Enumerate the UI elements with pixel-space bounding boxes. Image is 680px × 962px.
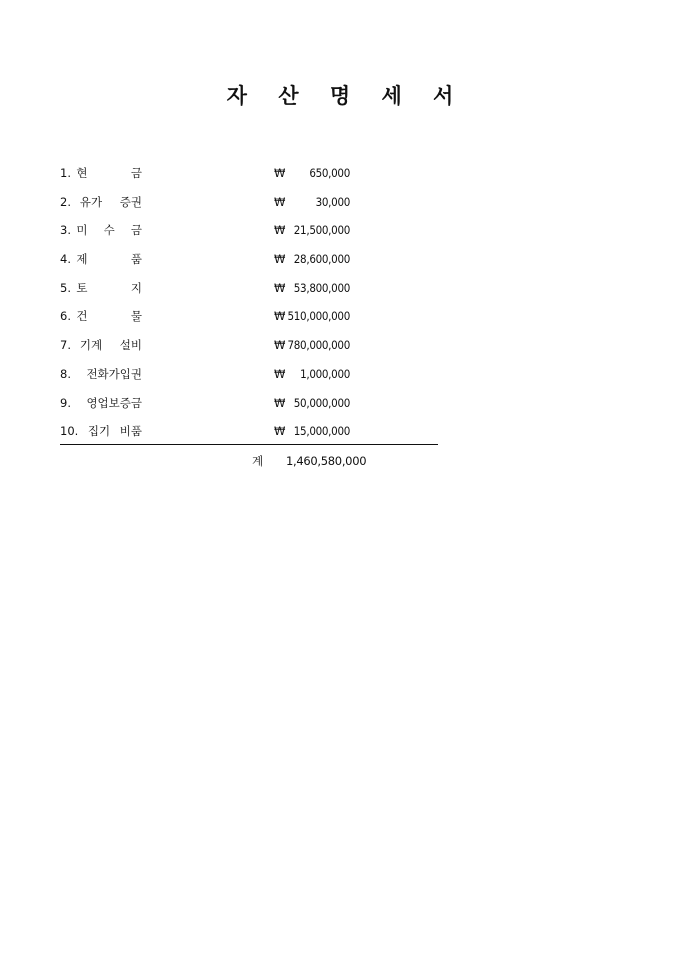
total-amount: 1,460,580,000 [286, 454, 367, 468]
item-label: 10. 집기 비품 [60, 424, 142, 439]
item-amount: 53,800,000 [293, 280, 350, 295]
item-amount: 21,500,000 [293, 223, 350, 238]
item-amount: 28,600,000 [293, 252, 350, 267]
currency-symbol: ₩ [274, 280, 286, 295]
item-label: 9. 영업보증금 [60, 395, 142, 410]
table-row [60, 335, 438, 364]
item-amount: 510,000,000 [287, 309, 350, 324]
item-amount: 15,000,000 [293, 424, 350, 439]
item-amount: 50,000,000 [293, 395, 350, 410]
page-title: 자 산 명 세 서 [226, 83, 466, 108]
item-label: 1. 현 금 [60, 166, 142, 180]
item-label: 5. 토 지 [60, 280, 142, 295]
currency-symbol: ₩ [274, 338, 286, 353]
currency-symbol: ₩ [274, 424, 286, 439]
item-label: 3. 미 수 금 [60, 223, 142, 238]
item-label: 4. 제 품 [60, 252, 142, 267]
total-label: 계 [252, 454, 264, 468]
total-divider [60, 444, 438, 445]
currency-symbol: ₩ [274, 252, 286, 267]
item-amount: 650,000 [309, 166, 350, 180]
item-label: 8. 전화가입권 [60, 366, 142, 381]
item-label: 6. 건 물 [60, 309, 142, 324]
currency-symbol: ₩ [274, 194, 286, 209]
table-row [60, 421, 438, 450]
item-label: 2. 유가 증권 [60, 194, 142, 209]
item-amount: 30,000 [315, 194, 350, 209]
item-amount: 780,000,000 [287, 338, 350, 353]
asset-table [60, 163, 438, 450]
table-row [60, 278, 438, 307]
table-row [60, 192, 438, 221]
table-row [60, 393, 438, 422]
table-row [60, 163, 438, 192]
table-row [60, 364, 438, 393]
item-amount: 1,000,000 [300, 366, 350, 381]
currency-symbol: ₩ [274, 223, 286, 238]
currency-symbol: ₩ [274, 395, 286, 410]
currency-symbol: ₩ [274, 309, 286, 324]
item-label: 7. 기계 설비 [60, 338, 142, 353]
table-row [60, 220, 438, 249]
table-row [60, 249, 438, 278]
currency-symbol: ₩ [274, 166, 286, 180]
currency-symbol: ₩ [274, 366, 286, 381]
table-row [60, 306, 438, 335]
